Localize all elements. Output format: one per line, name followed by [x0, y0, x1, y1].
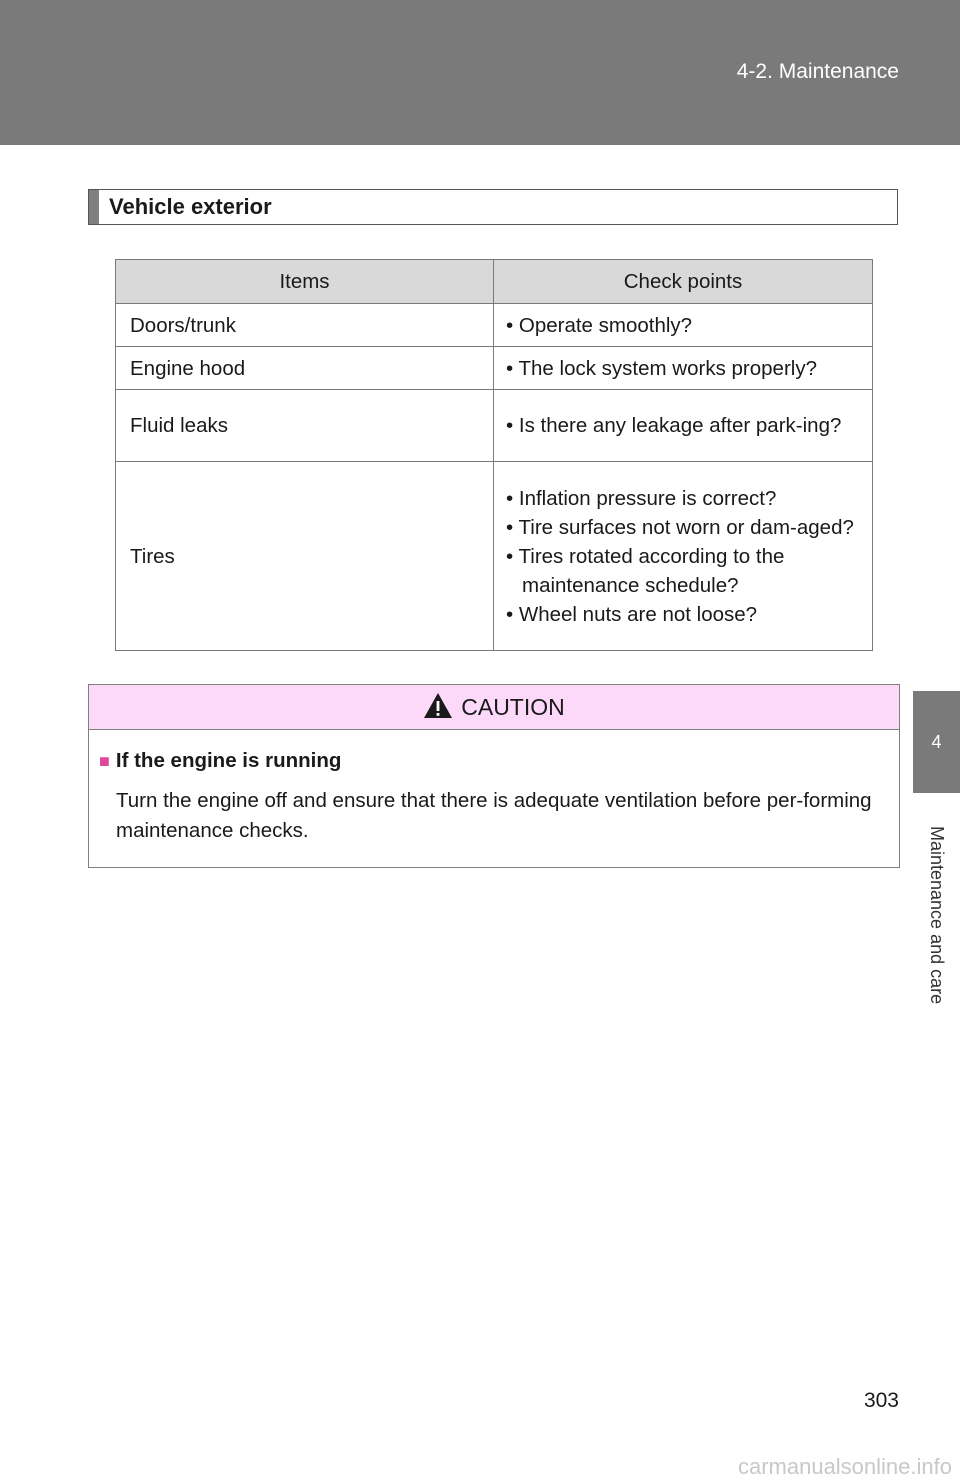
chapter-tab: [913, 691, 960, 793]
caution-box: [88, 684, 900, 868]
table-row: [116, 304, 873, 347]
item-cell: Tires: [116, 462, 494, 651]
table-row: [116, 462, 873, 651]
page-header: [0, 0, 960, 145]
check-point-cell: [494, 390, 873, 462]
subsection-heading-text: Vehicle exterior: [109, 194, 272, 219]
watermark: carmanualsonline.info: [737, 1454, 952, 1479]
item-cell: Doors/trunk: [116, 304, 494, 347]
check-point: • Inflation pressure is correct?: [506, 486, 777, 510]
check-point-cell: [494, 347, 873, 390]
item-cell: Fluid leaks: [116, 390, 494, 462]
heading-bar: [89, 190, 99, 224]
column-header-check-points: Check points: [494, 260, 873, 304]
chapter-number: 4: [931, 731, 942, 752]
chapter-label: [913, 800, 960, 1030]
caution-label: CAUTION: [461, 693, 565, 720]
table-header-row: [116, 260, 873, 304]
page-number: 303: [863, 1389, 899, 1412]
check-point: • Is there any leakage after park-ing?: [506, 414, 842, 437]
check-point: • Wheel nuts are not loose?: [506, 602, 758, 626]
check-point: • The lock system works properly?: [506, 356, 817, 380]
check-point: • Operate smoothly?: [506, 313, 693, 337]
table-row: [116, 390, 873, 462]
check-point-cell: [494, 304, 873, 347]
subsection-heading: [88, 189, 898, 225]
caution-body: Turn the engine off and ensure that there is adequate ventilation before per-forming maintenance checks.: [116, 789, 872, 842]
checklist-table: [115, 259, 873, 651]
check-point: • Tires rotated according to the maintenance schedule?: [506, 544, 785, 597]
caution-item-title-text: If the engine is running: [115, 749, 342, 772]
check-point: • Tire surfaces not worn or dam-aged?: [506, 515, 854, 539]
item-cell: Engine hood: [116, 347, 494, 390]
caution-header: [89, 685, 899, 730]
warning-triangle-icon: [423, 692, 453, 719]
section-title: 4-2. Maintenance: [736, 60, 899, 83]
column-header-items: Items: [116, 260, 494, 304]
caution-item-title: [99, 749, 341, 773]
square-bullet-icon: ■: [99, 751, 110, 771]
check-point-cell: [494, 462, 873, 651]
table-row: [116, 347, 873, 390]
chapter-label-text: Maintenance and care: [927, 825, 947, 1005]
